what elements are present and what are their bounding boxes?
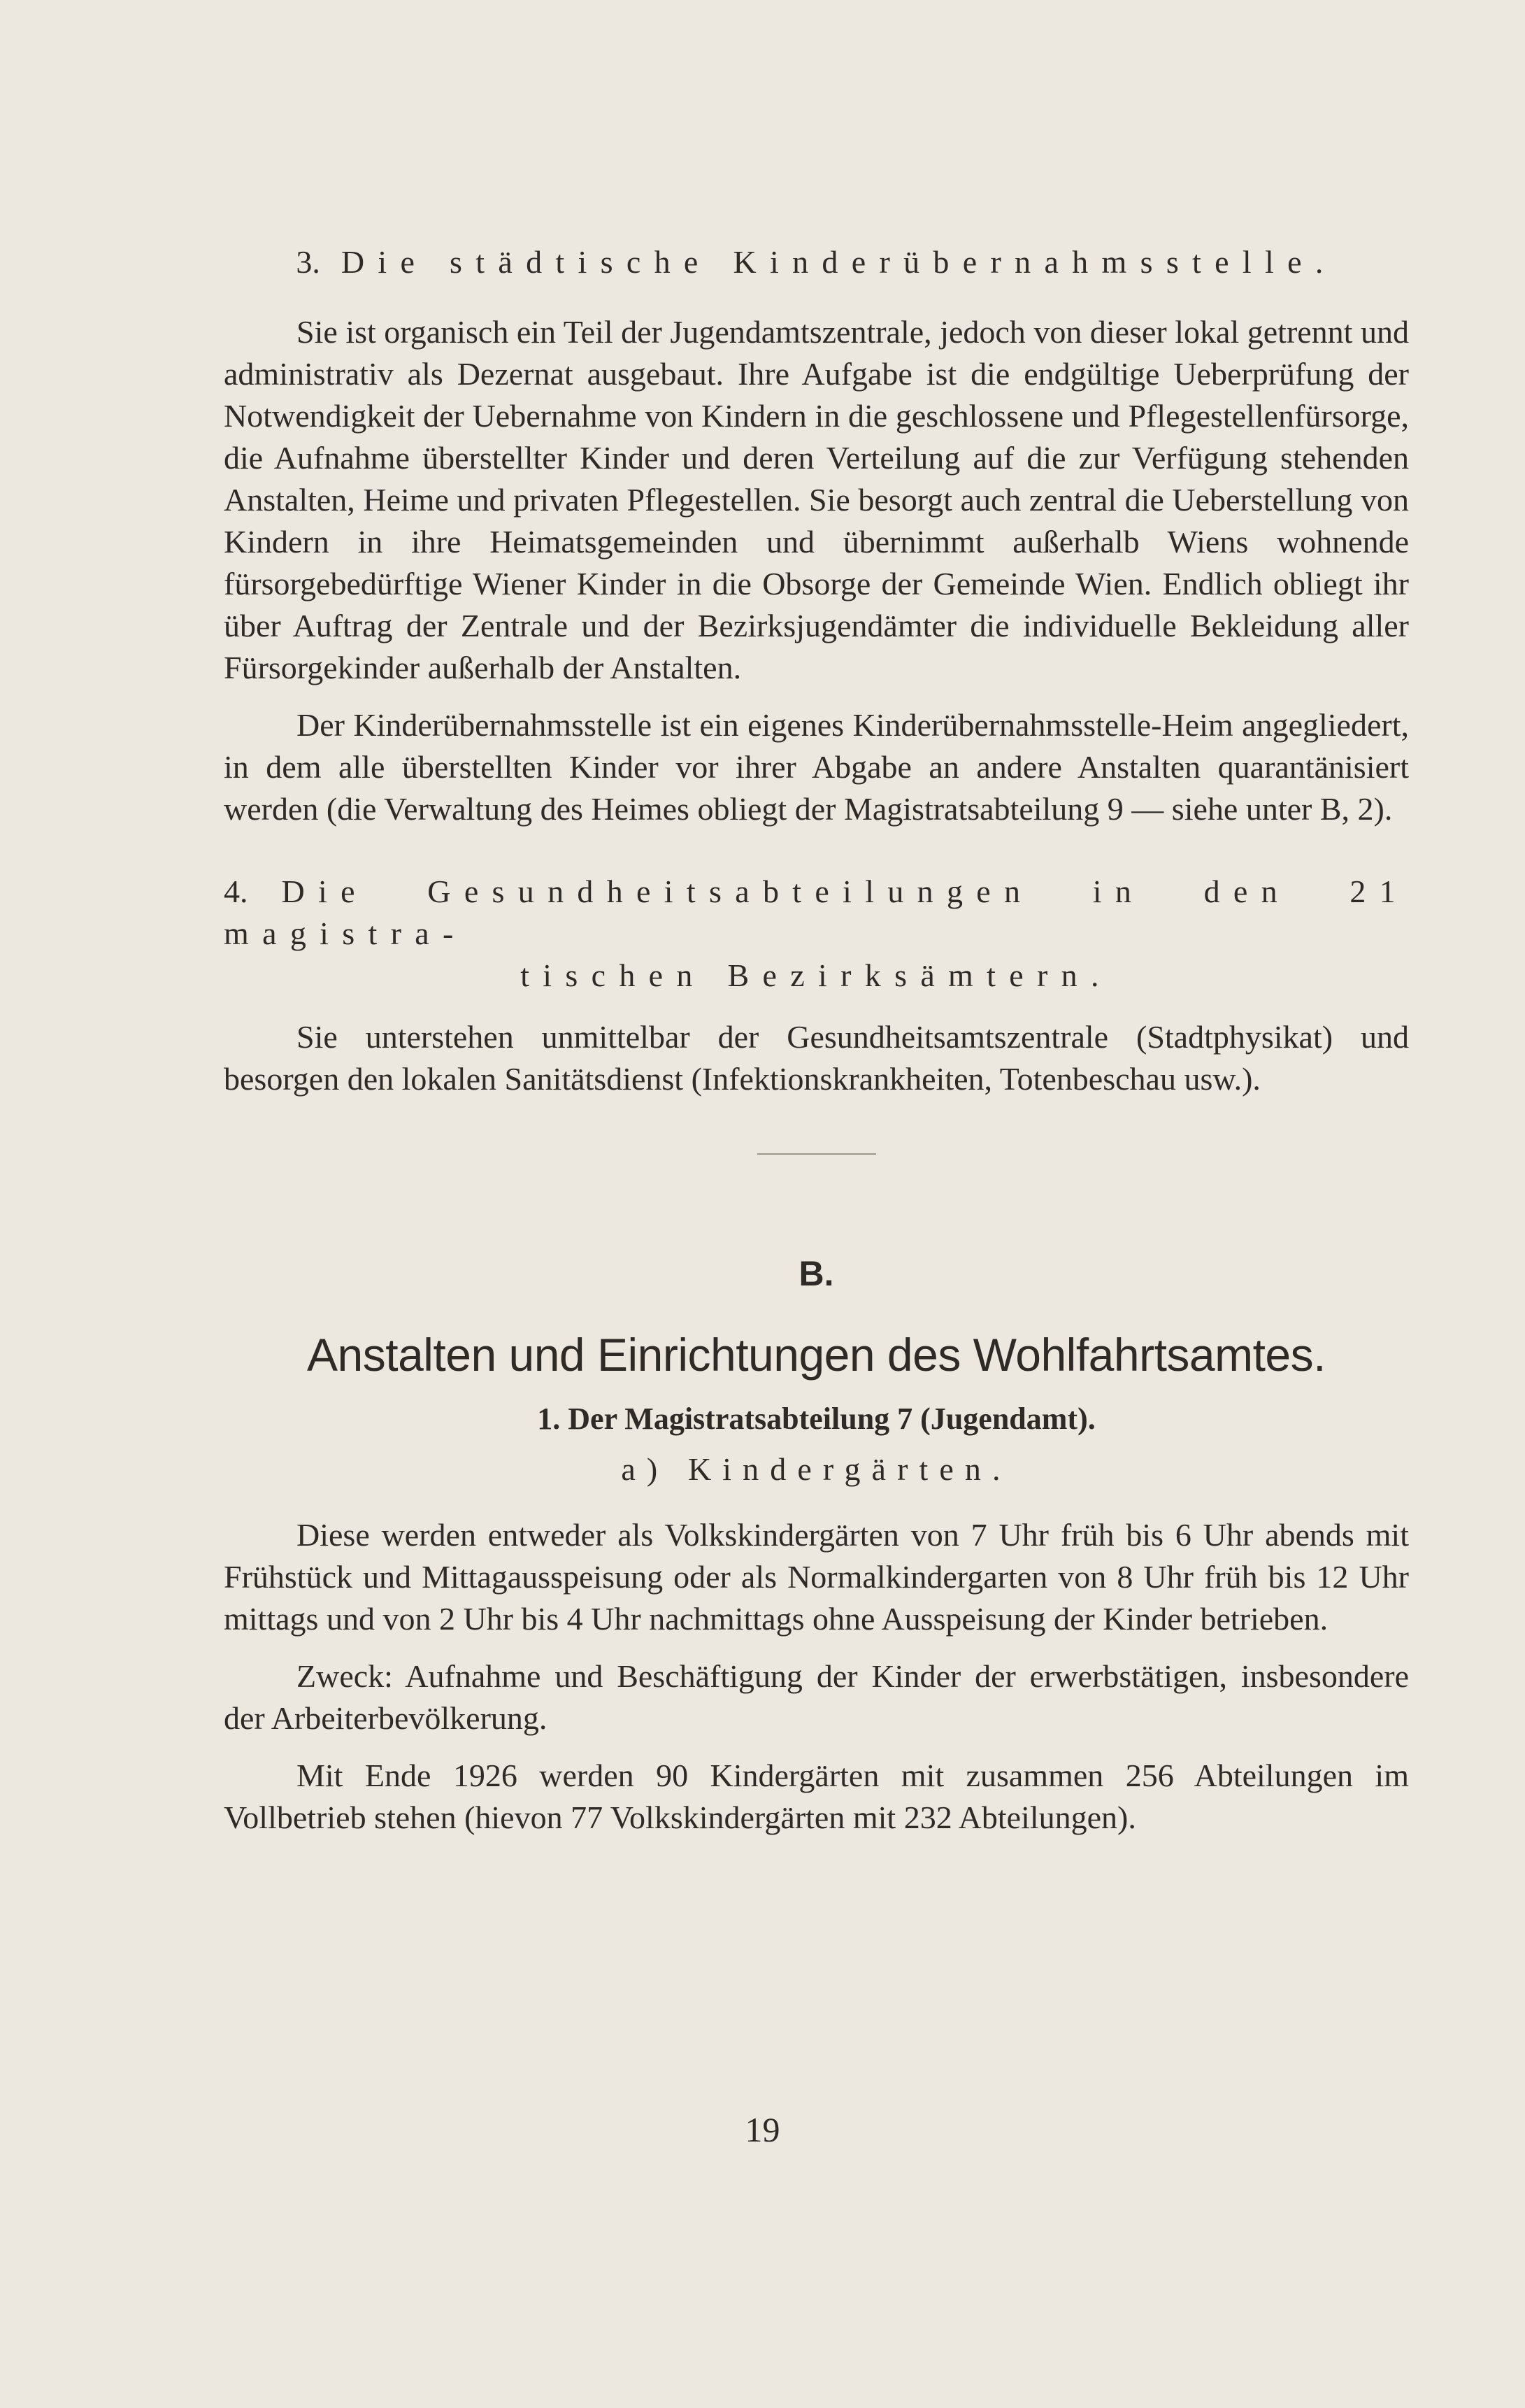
section-3-number: 3. xyxy=(296,244,320,280)
page-content xyxy=(224,241,1409,1839)
section-4-title-line-1: Die Gesundheitsabteilungen in den 21 magistra- xyxy=(224,874,1409,951)
section-3-heading xyxy=(224,241,1409,283)
section-3-paragraph-2: Der Kinderübernahmsstelle ist ein eigenes Kinderübernahmsstelle-Heim angegliedert, in dem alle überstellten Kinder vor ihrer Abgabe an andere Anstalten quarantänisiert werden (die Verwaltung des Heimes obliegt der Magistratsabteilung 9 — siehe unter B, 2). xyxy=(224,707,1409,827)
section-3-title: Die städtische Kinderübernahmsstelle. xyxy=(341,244,1337,280)
section-divider xyxy=(757,1153,876,1155)
section-4-number: 4. xyxy=(224,874,248,909)
section-4-heading xyxy=(224,871,1409,997)
section-b-title: Anstalten und Einrichtungen des Wohlfahrtsamtes. xyxy=(307,1329,1326,1381)
section-b-subsubtitle: a) Kindergärten. xyxy=(621,1451,1012,1487)
section-4-heading-line-2: tischen Bezirksämtern. xyxy=(520,957,1112,993)
section-3-paragraph-1: Sie ist organisch ein Teil der Jugendamtszentrale, jedoch von dieser lokal getrennt und administrativ als Dezernat ausgebaut. Ihre Aufgabe ist die endgültige Ueberprüfung der Notwendigkeit der Uebernahme von Kindern in die geschlossene und Pflegestellenfürsorge, die Aufnahme überstellter Kinder und deren Verteilung auf die zur Verfügung stehenden Anstalten, Heime und privaten Pflegestellen. Sie besorgt auch zentral die Ueberstellung von Kindern in ihre Heimatsgemeinden und übernimmt außerhalb Wiens wohnende fürsorgebedürftige Wiener Kinder in die Obsorge der Gemeinde Wien. Endlich obliegt ihr über Auftrag der Zentrale und der Bezirksjugendämter die individuelle Bekleidung aller Fürsorgekinder außerhalb der Anstalten. xyxy=(224,314,1409,685)
section-b-paragraph-2: Zweck: Aufnahme und Beschäftigung der Kinder der erwerbstätigen, insbesondere der Arbeiterbevölkerung. xyxy=(224,1658,1409,1736)
section-b-paragraph-1: Diese werden entweder als Volkskindergärten von 7 Uhr früh bis 6 Uhr abends mit Frühstück und Mittagausspeisung oder als Normalkindergarten von 8 Uhr früh bis 12 Uhr mittags und von 2 Uhr bis 4 Uhr nachmittags ohne Ausspeisung der Kinder betrieben. xyxy=(224,1517,1409,1637)
section-b-paragraph-3: Mit Ende 1926 werden 90 Kindergärten mit zusammen 256 Abteilungen im Vollbetrieb stehen (hievon 77 Volkskindergärten mit 232 Abteilungen). xyxy=(224,1758,1409,1835)
section-4-heading-line-1 xyxy=(224,871,1409,955)
section-b-subtitle: 1. Der Magistratsabteilung 7 (Jugendamt). xyxy=(537,1402,1096,1436)
section-4-paragraph-1: Sie unterstehen unmittelbar der Gesundheitsamtszentrale (Stadtphysikat) und besorgen den lokalen Sanitätsdienst (Infektionskrankheiten, Totenbeschau usw.). xyxy=(224,1019,1409,1097)
section-b-letter: B. xyxy=(799,1254,834,1293)
page-number: 19 xyxy=(745,2110,780,2149)
